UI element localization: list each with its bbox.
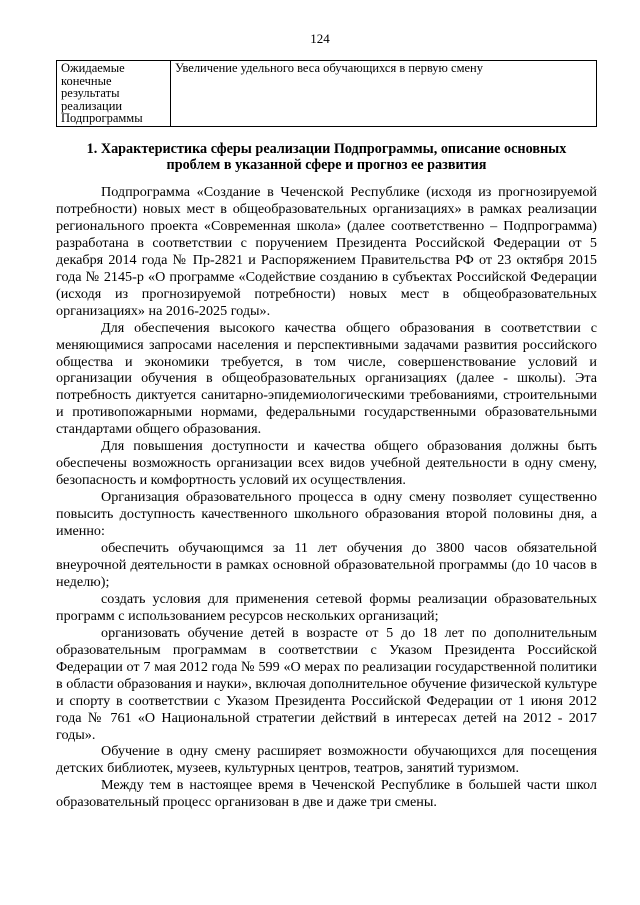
paragraph: Между тем в настоящее время в Чеченской Республике в большей части школ образовательный процесс организован в две и даже три смены. xyxy=(56,777,597,811)
page-number: 124 xyxy=(310,31,330,46)
paragraph: Для обеспечения высокого качества общего образования в соответствии с меняющимися запросами населения и перспективными задачами развития российского общества и экономики требуется, в том числе, совершенствование условий и организации обучения в общеобразовательных организациях (далее - школы). Эта потребность диктуется санитарно-эпидемиологическими требованиями, строительными и противопожарными нормами, федеральными государственными образовательными стандартами общего образования. xyxy=(56,319,597,438)
table-label-line: конечные xyxy=(61,73,112,88)
heading-line: 1. Характеристика сферы реализации Подпрограммы, описание основных xyxy=(86,141,567,157)
paragraph: Организация образовательного процесса в одну смену позволяет существенно повысить доступность качественного школьного образования второй половины дня, а именно: xyxy=(56,489,597,540)
list-paragraph: организовать обучение детей в возрасте от 5 до 18 лет по дополнительным образовательным программам в соответствии с Указом Президента Российской Федерации от 7 мая 2012 года № 599 «О мерах по реализации государственной политики в области образования и науки», включая дополнительное обучение физической культуре и спорту в соответствии с Указом Президента Российской Федерации от 1 июня 2012 года № 761 «О Национальной стратегии действий в интересах детей на 2012 - 2017 годы». xyxy=(56,624,597,743)
body-text xyxy=(56,184,597,811)
paragraph: Обучение в одну смену расширяет возможности обучающихся для посещения детских библиотек, музеев, культурных центров, театров, занятий туризмом. xyxy=(56,743,597,777)
heading-line: проблем в указанной сфере и прогноз ее развития xyxy=(166,157,487,173)
table-label-line: результаты xyxy=(61,86,120,101)
table-value-cell: Увеличение удельного веса обучающихся в первую смену xyxy=(171,61,597,127)
table-label-line: реализации xyxy=(61,98,123,113)
expected-results-table xyxy=(56,60,597,127)
table-label-line: Подпрограммы xyxy=(61,111,143,126)
list-paragraph: создать условия для применения сетевой формы реализации образовательных программ с использованием ресурсов нескольких организаций; xyxy=(56,590,597,624)
paragraph: Для повышения доступности и качества общего образования должны быть обеспечены возможность организации всех видов учебной деятельности в одну смену, безопасность и комфортность условий их осуществления. xyxy=(56,438,597,489)
section-heading xyxy=(56,141,597,173)
list-paragraph: обеспечить обучающимся за 11 лет обучения до 3800 часов обязательной внеурочной деятельности в рамках основной образовательной программы (до 10 часов в неделю); xyxy=(56,540,597,590)
table-label-cell xyxy=(57,61,171,127)
table-label-line: Ожидаемые xyxy=(61,61,125,75)
paragraph: Подпрограмма «Создание в Чеченской Республике (исходя из прогнозируемой потребности) новых мест в общеобразовательных организациях» в рамках реализации регионального проекта «Современная школа» (далее соответственно – Подпрограмма) разработана в соответствии с поручением Президента Российской Федерации от 5 декабря 2014 года № Пр-2821 и Распоряжением Правительства РФ от 23 октября 2015 года № 2145-р «О программе «Содействие созданию в субъектах Российской Федерации (исходя из прогнозируемой потребности) новых мест в общеобразовательных организациях» на 2016-2025 годы». xyxy=(56,184,597,319)
table-row xyxy=(57,61,597,127)
